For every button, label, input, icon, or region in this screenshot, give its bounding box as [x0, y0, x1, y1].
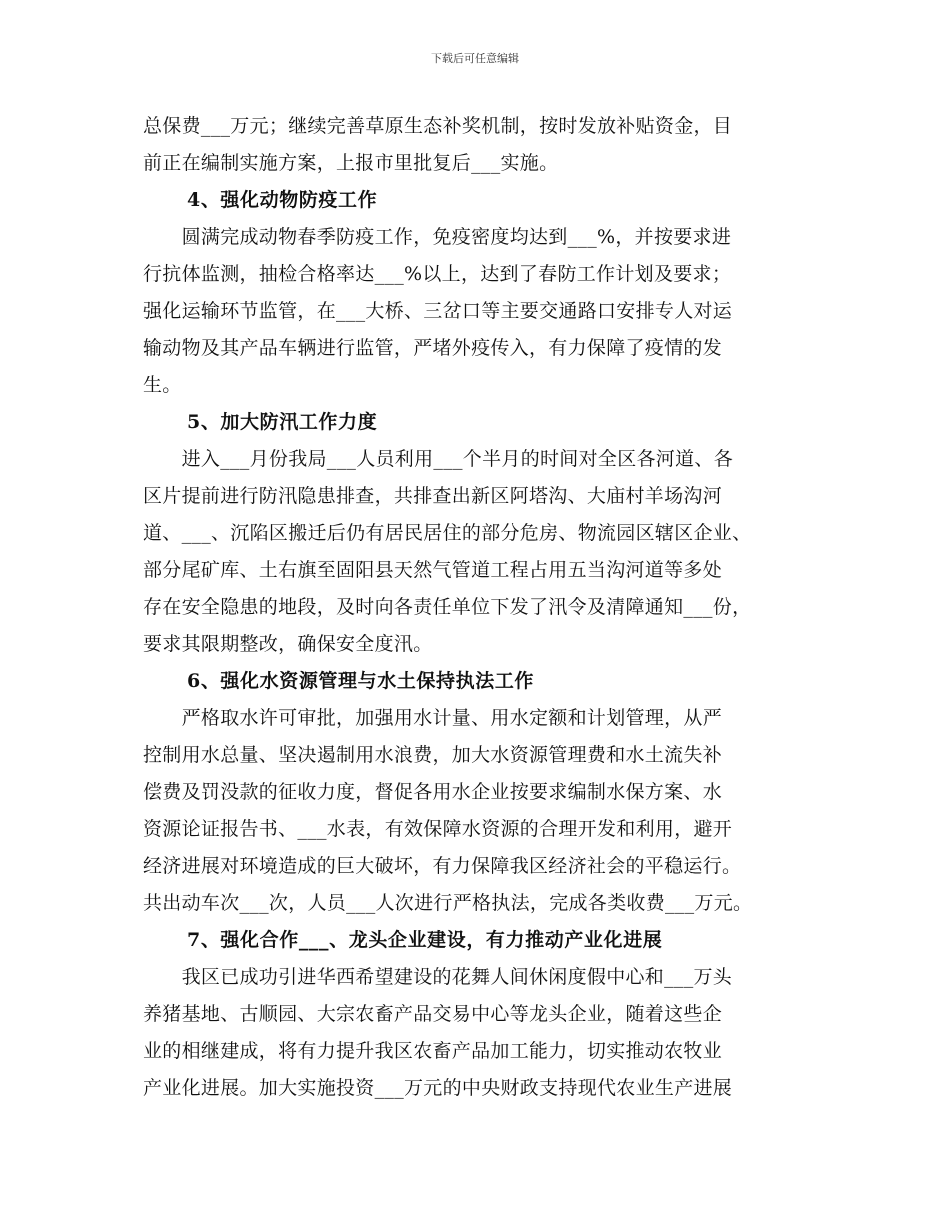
body-text-line: 业的相继建成，将有力提升我区农畜产品加工能力，切实推动农牧业: [143, 1040, 723, 1062]
body-text-line: 要求其限期整改，确保安全度汛。: [143, 633, 433, 655]
document-body: [143, 108, 823, 1107]
body-text-line: 偿费及罚没款的征收力度，督促各用水企业按要求编制水保方案、水: [143, 781, 723, 803]
body-text-line: 行抗体监测，抽检合格率达___%以上，达到了春防工作计划及要求；: [143, 263, 732, 285]
body-text-line: 强化运输环节监管，在___大桥、三岔口等主要交通路口安排专人对运: [143, 300, 733, 322]
body-text-line: 资源论证报告书、___水表，有效保障水资源的合理开发和利用，避开: [143, 818, 733, 840]
body-text-line: 产业化进展。加大实施投资___万元的中央财政支持现代农业生产进展: [143, 1077, 733, 1099]
body-text-line: 总保费___万元；继续完善草原生态补奖机制，按时发放补贴资金，目: [143, 115, 733, 137]
body-text-line: 前正在编制实施方案，上报市里批复后___实施。: [143, 152, 559, 174]
page-header-note: 下载后可任意编辑: [431, 52, 519, 65]
body-text-line: 生。: [143, 374, 182, 396]
body-text-line: 存在安全隐患的地段，及时向各责任单位下发了汛令及清障通知___份，: [143, 596, 752, 618]
body-text-line: 我区已成功引进华西希望建设的花舞人间休闲度假中心和___万头: [143, 966, 733, 988]
section-heading: 4、强化动物防疫工作: [187, 189, 378, 211]
body-text-line: 经济进展对环境造成的巨大破坏，有力保障我区经济社会的平稳运行。: [143, 855, 742, 877]
section-heading: 7、强化合作___、龙头企业建设，有力推动产业化进展: [187, 929, 663, 951]
body-text-line: 输动物及其产品车辆进行监管，严堵外疫传入，有力保障了疫情的发: [143, 337, 723, 359]
body-text-line: 控制用水总量、坚决遏制用水浪费，加大水资源管理费和水土流失补: [143, 744, 723, 766]
body-text-line: 严格取水许可审批，加强用水计量、用水定额和计划管理，从严: [143, 707, 723, 729]
body-text-line: 养猪基地、古顺园、大宗农畜产品交易中心等龙头企业，随着这些企: [143, 1003, 723, 1025]
section-heading: 5、加大防汛工作力度: [187, 411, 378, 433]
section-heading: 6、强化水资源管理与水土保持执法工作: [187, 670, 535, 692]
body-text-line: 部分尾矿库、土右旗至固阳县天然气管道工程占用五当沟河道等多处: [143, 559, 723, 581]
body-text-line: 道、___、沉陷区搬迁后仍有居民居住的部分危房、物流园区辖区企业、: [143, 522, 752, 544]
body-text-line: 进入___月份我局___人员利用___个半月的时间对全区各河道、各: [143, 448, 734, 470]
body-text-line: 区片提前进行防汛隐患排查，共排查出新区阿塔沟、大庙村羊场沟河: [143, 485, 723, 507]
body-text-line: 圆满完成动物春季防疫工作，免疫密度均达到___%，并按要求进: [143, 226, 732, 248]
body-text-line: 共出动车次___次，人员___人次进行严格执法，完成各类收费___万元。: [143, 892, 753, 914]
